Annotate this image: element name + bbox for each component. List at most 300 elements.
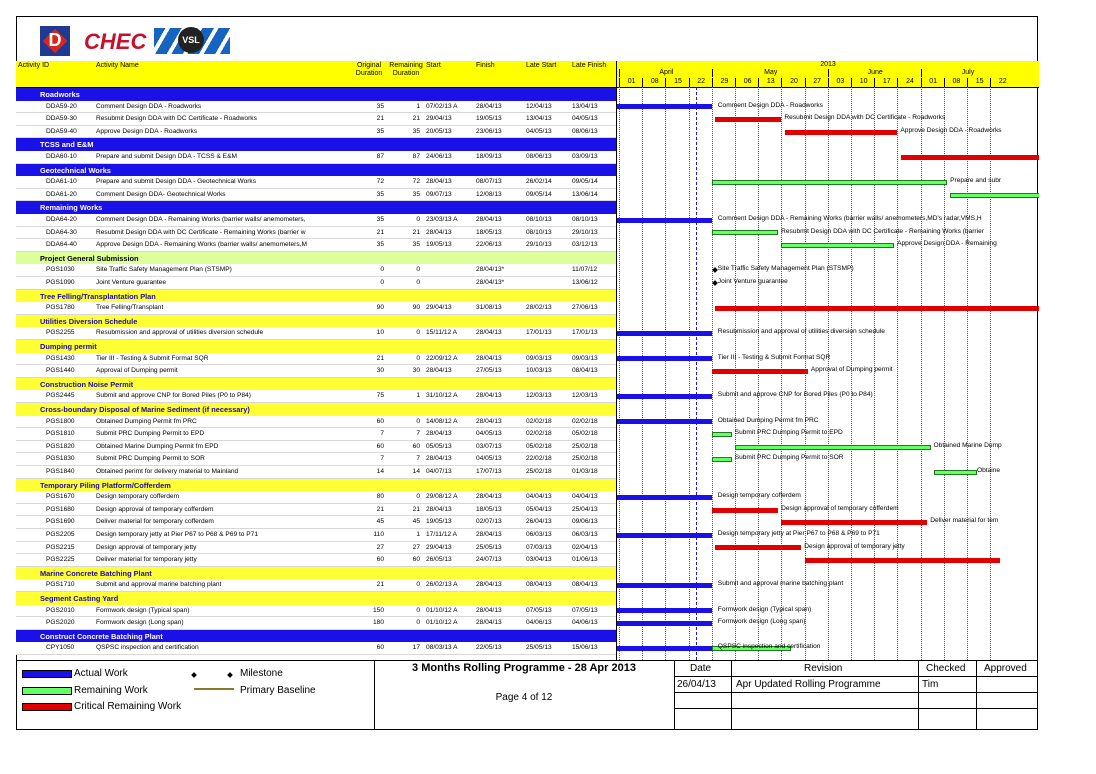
timescale-week: 06 — [735, 78, 759, 87]
cell-od: 27 — [376, 543, 384, 551]
wbs-band[interactable] — [16, 403, 616, 416]
actual-work-bar[interactable] — [617, 419, 712, 424]
gantt-bar-label: Resubmission and approval of utilities diversion schedule — [717, 328, 885, 336]
timescale-week: 29 — [712, 78, 736, 87]
col-finish[interactable]: Finish — [476, 62, 495, 69]
table-row[interactable] — [16, 176, 616, 189]
cell-id: PGS1690 — [46, 518, 75, 526]
wbs-band[interactable] — [16, 340, 616, 353]
critical-work-bar[interactable] — [781, 520, 927, 525]
table-row[interactable] — [16, 327, 616, 340]
table-row[interactable] — [16, 227, 616, 240]
cell-rd: 0 — [416, 354, 420, 362]
cell-ls: 02/02/18 — [526, 430, 552, 438]
cell-id: PGS1430 — [46, 354, 75, 362]
cell-ls: 28/02/13 — [526, 304, 552, 312]
cell-od: 14 — [376, 468, 384, 475]
cell-id: PGS1670 — [46, 493, 75, 501]
cell-start: 29/04/13 — [426, 543, 452, 551]
table-row[interactable] — [16, 579, 616, 592]
actual-work-bar[interactable] — [617, 621, 712, 626]
data-date-line — [696, 87, 697, 660]
cell-lf: 13/06/14 — [572, 190, 598, 198]
milestone-marker[interactable] — [712, 280, 718, 286]
actual-work-bar[interactable] — [617, 608, 712, 613]
cell-od: 21 — [376, 581, 384, 589]
table-row[interactable] — [16, 504, 616, 517]
actual-work-bar[interactable] — [617, 583, 712, 588]
timescale-week: 24 — [897, 78, 921, 87]
critical-work-bar[interactable] — [715, 306, 1039, 311]
cell-rd: 27 — [412, 543, 420, 551]
cell-id: PGS2215 — [46, 543, 75, 551]
table-row[interactable] — [16, 491, 616, 504]
cell-rd: 1 — [416, 531, 420, 538]
wbs-band[interactable] — [16, 88, 616, 101]
cell-finish: 28/04/13 — [476, 493, 502, 501]
actual-work-bar[interactable] — [617, 533, 712, 538]
cell-rd: 7 — [416, 430, 420, 438]
cell-id: PGS2255 — [46, 329, 75, 337]
cell-name: Resubmission and approval of utilities diversion schedule — [96, 329, 264, 337]
timescale-week: 08 — [642, 78, 666, 87]
legend-remaining-swatch — [22, 687, 72, 695]
cell-ls: 12/03/13 — [526, 392, 552, 400]
cell-finish: 19/05/13 — [476, 115, 502, 123]
remaining-work-bar[interactable] — [950, 193, 1039, 198]
gantt-bar-label: Tier III - Testing & Submit Format SQR — [717, 353, 831, 361]
cell-ls: 02/02/18 — [526, 417, 552, 425]
gantt-bar-label: Design approval of temporary cofferdem — [781, 504, 899, 512]
actual-work-bar[interactable] — [617, 356, 712, 361]
wbs-band[interactable] — [16, 290, 616, 303]
revision-col-divider — [918, 660, 919, 730]
critical-work-bar[interactable] — [805, 558, 1001, 563]
gantt-bar-label: Deliver material for tem — [930, 517, 999, 525]
actual-work-bar[interactable] — [617, 331, 712, 336]
gridline — [897, 87, 898, 660]
cell-id: DDA61-10 — [46, 178, 77, 186]
cell-finish: 18/09/13 — [476, 153, 502, 160]
cell-name: Approve Design DDA - Remaining Works (barrier walls/ anemometers,M — [96, 241, 307, 249]
revision-col-divider — [976, 660, 977, 730]
legend-actual-label: Actual Work — [74, 668, 128, 679]
table-row[interactable] — [16, 605, 616, 618]
cell-start: 29/04/13 — [426, 115, 452, 123]
cell-lf: 12/03/13 — [572, 392, 598, 400]
cell-name: Design approval of temporary jetty — [96, 543, 197, 551]
cell-lf: 08/10/13 — [572, 216, 598, 223]
gantt-bar-label: Obtaine — [977, 467, 1001, 474]
cell-id: DDA64-40 — [46, 241, 77, 249]
cell-rd: 0 — [416, 329, 420, 337]
table-row[interactable] — [16, 428, 616, 441]
timescale-month: May — [712, 69, 829, 77]
cell-start: 26/02/13 A — [426, 581, 458, 589]
critical-work-bar[interactable] — [712, 369, 808, 374]
gridline — [851, 87, 852, 660]
gantt-bar-label: Resubmit Design DDA with DC Certificate - Roadworks — [784, 114, 946, 122]
cell-name: Deliver material for temporary jetty — [96, 556, 197, 564]
cell-name: Formwork design (Long span) — [96, 619, 184, 627]
cell-ls: 09/05/14 — [526, 190, 552, 198]
cell-finish: 04/05/13 — [476, 430, 502, 438]
cell-start: 01/10/12 A — [426, 619, 458, 627]
critical-work-bar[interactable] — [715, 117, 781, 122]
cell-start: 20/05/13 — [426, 127, 452, 135]
gantt-bar-label: Submit and approve CNP for Bored Piles (P0 to P84) — [717, 391, 873, 399]
wbs-title: Geotechnical Works — [40, 165, 111, 175]
legend-milestone-label: Milestone — [240, 668, 283, 679]
revision-col-checked: Checked — [926, 663, 966, 674]
cell-start: 23/03/13 A — [426, 216, 458, 223]
table-row[interactable] — [16, 239, 616, 252]
table-row[interactable] — [16, 264, 616, 277]
cell-start: 28/04/13 — [426, 505, 452, 513]
cell-id: PGS1800 — [46, 417, 75, 425]
cell-start: 15/11/12 A — [426, 329, 458, 337]
cell-od: 35 — [376, 102, 384, 110]
cell-finish: 28/04/13 — [476, 216, 502, 223]
col-late-start[interactable]: Late Start — [526, 62, 557, 69]
cell-ls: 13/04/13 — [526, 115, 552, 123]
actual-work-bar[interactable] — [617, 495, 712, 500]
cell-id: PGS1810 — [46, 430, 75, 438]
cell-rd: 90 — [412, 304, 420, 312]
actual-work-bar[interactable] — [617, 394, 712, 399]
gantt-bar-label: Site Traffic Safety Management Plan (STSMP) — [717, 265, 854, 273]
cell-rd: 72 — [412, 178, 420, 186]
wbs-band[interactable] — [16, 201, 616, 214]
remaining-work-bar[interactable] — [712, 230, 778, 235]
cell-lf: 02/04/13 — [572, 543, 598, 551]
cell-od: 80 — [376, 493, 384, 501]
gantt-bar-label: QSPSC inspection and certification — [717, 643, 821, 651]
wbs-band[interactable] — [16, 592, 616, 605]
cell-od: 7 — [380, 430, 384, 438]
timescale-week: 15 — [967, 78, 991, 87]
cell-rd: 0 — [416, 581, 420, 589]
cell-finish: 18/05/13 — [476, 505, 502, 513]
cell-rd: 21 — [412, 505, 420, 513]
cell-ls: 04/05/13 — [526, 127, 552, 135]
cell-od: 60 — [376, 644, 384, 652]
table-row[interactable] — [16, 113, 616, 126]
critical-work-bar[interactable] — [715, 545, 801, 550]
cell-ls: 29/10/13 — [526, 241, 552, 249]
table-row[interactable] — [16, 302, 616, 315]
wbs-title: Remaining Works — [40, 203, 103, 213]
cell-id: PGS1030 — [46, 266, 75, 274]
legend-critical-swatch — [22, 703, 72, 711]
cell-start: 28/04/13 — [426, 228, 452, 236]
cell-lf: 25/04/13 — [572, 505, 598, 513]
table-row[interactable] — [16, 390, 616, 403]
legend-critical-label: Critical Remaining Work — [74, 701, 182, 712]
cell-id: DDA59-30 — [46, 115, 77, 123]
table-row[interactable] — [16, 554, 616, 567]
cell-finish: 27/05/13 — [476, 367, 502, 375]
actual-work-bar[interactable] — [617, 104, 712, 109]
table-row[interactable] — [16, 516, 616, 529]
cell-start: 19/05/13 — [426, 241, 452, 249]
table-row[interactable] — [16, 353, 616, 366]
cell-finish: 28/04/13 — [476, 329, 502, 337]
cell-start: 17/11/12 A — [426, 531, 458, 538]
table-row[interactable] — [16, 151, 616, 164]
cell-id: CPY1050 — [46, 644, 75, 652]
cell-od: 180 — [372, 619, 384, 627]
wbs-band[interactable] — [16, 138, 616, 151]
cell-rd: 60 — [412, 442, 420, 450]
cell-od: 35 — [376, 190, 384, 198]
cell-od: 35 — [376, 241, 384, 249]
cell-od: 60 — [376, 442, 384, 450]
cell-rd: 87 — [412, 153, 420, 160]
cell-od: 30 — [376, 367, 384, 375]
wbs-band[interactable] — [16, 315, 616, 328]
gantt-bar-label: Prepare and subr — [950, 177, 1002, 185]
cell-finish: 28/04/13 — [476, 417, 502, 425]
cell-start: 05/05/13 — [426, 442, 452, 450]
cell-ls: 08/10/13 — [526, 216, 552, 223]
revision-row-line — [674, 708, 1038, 709]
cell-name: Prepare and submit Design DDA - Geotechnical Works — [96, 178, 257, 186]
milestone-marker[interactable] — [712, 267, 718, 273]
cell-id: PGS1090 — [46, 279, 75, 286]
cell-id: PGS1440 — [46, 367, 75, 375]
col-activity-id[interactable]: Activity ID — [18, 62, 50, 69]
cell-finish: 28/04/13 — [476, 102, 502, 110]
gantt-bar-label: Design temporary cofferdem — [717, 492, 801, 500]
cell-ls: 05/02/18 — [526, 442, 552, 450]
timescale-month: June — [828, 69, 922, 77]
cell-od: 90 — [376, 304, 384, 312]
cell-name: Prepare and submit Design DDA - TCSS & E&M — [96, 153, 237, 160]
cell-finish: 22/05/13 — [476, 644, 502, 652]
cell-od: 21 — [376, 228, 384, 236]
cell-finish: 24/07/13 — [476, 556, 502, 564]
timescale-week: 01 — [921, 78, 945, 87]
report-title: 3 Months Rolling Programme - 28 Apr 2013 — [412, 662, 636, 674]
actual-work-bar[interactable] — [617, 218, 712, 223]
wbs-band[interactable] — [16, 479, 616, 492]
cell-ls: 05/04/13 — [526, 505, 552, 513]
cell-id: PGS2010 — [46, 606, 75, 614]
timescale-week: 03 — [828, 78, 852, 87]
table-row[interactable] — [16, 416, 616, 429]
gridline — [689, 87, 690, 660]
cell-rd: 45 — [412, 518, 420, 526]
cell-lf: 17/01/13 — [572, 329, 598, 337]
cell-lf: 13/04/13 — [572, 102, 598, 110]
cell-id: PGS1830 — [46, 455, 75, 463]
table-row[interactable] — [16, 617, 616, 630]
cell-name: Approval of Dumping permit — [96, 367, 178, 375]
cell-start: 04/07/13 — [426, 468, 452, 475]
cell-id: DDA64-30 — [46, 228, 77, 236]
col-activity-name[interactable]: Activity Name — [96, 62, 139, 69]
table-row[interactable] — [16, 365, 616, 378]
timescale-month: April — [619, 69, 713, 77]
cell-name: Submit PRC Dumping Permit to EPD — [96, 430, 205, 438]
critical-work-bar[interactable] — [712, 508, 778, 513]
timescale-week: 13 — [758, 78, 782, 87]
table-row[interactable] — [16, 529, 616, 542]
table-row[interactable] — [16, 126, 616, 139]
col-original-duration[interactable]: Original Duration — [355, 62, 383, 77]
gantt-chart — [616, 61, 1039, 660]
critical-work-bar[interactable] — [901, 155, 1039, 160]
cell-name: Obtained Dumping Permit fm PRC — [96, 417, 197, 425]
cell-lf: 25/02/18 — [572, 455, 598, 463]
wbs-title: Utilities Diversion Schedule — [40, 316, 138, 326]
cell-id: DDA64-20 — [46, 216, 77, 223]
cell-lf: 13/06/12 — [572, 279, 598, 286]
cell-id: PGS2225 — [46, 556, 75, 564]
actual-work-bar[interactable] — [617, 646, 712, 651]
wbs-title: Segment Casting Yard — [40, 594, 119, 603]
cell-start: 24/06/13 — [426, 153, 452, 160]
cell-od: 21 — [376, 505, 384, 513]
gridline — [990, 87, 991, 660]
cell-lf: 25/02/18 — [572, 442, 598, 450]
gantt-bar-label: Approve Design DDA - Roadworks — [900, 126, 1002, 134]
cell-od: 60 — [376, 417, 384, 425]
cell-od: 75 — [376, 392, 384, 400]
cell-start: 14/08/12 A — [426, 417, 458, 425]
cell-lf: 09/03/13 — [572, 354, 598, 362]
cell-name: Resubmit Design DDA with DC Certificate - Remaining Works (barrier w — [96, 228, 306, 236]
cell-lf: 04/06/13 — [572, 619, 598, 627]
critical-work-bar[interactable] — [785, 130, 898, 135]
cell-ls: 26/04/13 — [526, 518, 552, 526]
cell-id: PGS2205 — [46, 531, 75, 538]
cell-finish: 28/04/13* — [476, 279, 505, 286]
cell-name: Tier III - Testing & Submit Format SQR — [96, 354, 209, 362]
cell-finish: 25/05/13 — [476, 543, 502, 551]
wbs-title: Project General Submission — [40, 253, 139, 263]
wbs-band[interactable] — [16, 164, 616, 177]
cell-rd: 0 — [416, 417, 420, 425]
remaining-work-bar[interactable] — [735, 445, 931, 450]
revision-row-line — [674, 676, 1038, 677]
cell-id: PGS2020 — [46, 619, 75, 627]
cell-rd: 60 — [412, 556, 420, 564]
table-row[interactable] — [16, 101, 616, 114]
gridline — [642, 87, 643, 660]
table-row[interactable] — [16, 642, 616, 655]
wbs-band[interactable] — [16, 378, 616, 391]
cell-name: Design temporary jetty at Pier P67 to P68 & P69 to P71 — [96, 531, 259, 538]
gantt-bar-label: Obtained Marine Dump — [933, 441, 1002, 449]
cell-start: 01/10/12 A — [426, 606, 458, 614]
wbs-title: Construction Noise Permit — [40, 379, 134, 389]
cell-id: PGS2445 — [46, 392, 75, 400]
cell-finish: 08/07/13 — [476, 178, 502, 186]
remaining-work-bar[interactable] — [781, 243, 894, 248]
wbs-band[interactable] — [16, 252, 616, 265]
gantt-bar-label: Joint Venture guarantee — [717, 278, 788, 285]
gridline — [619, 87, 620, 660]
remaining-work-bar[interactable] — [712, 457, 732, 462]
table-row[interactable] — [16, 189, 616, 202]
cell-start: 29/08/12 A — [426, 493, 458, 501]
table-row[interactable] — [16, 214, 616, 227]
cell-lf: 04/04/13 — [572, 493, 598, 501]
timescale-week: 22 — [689, 78, 713, 87]
remaining-work-bar[interactable] — [934, 470, 977, 475]
cell-start: 28/04/13 — [426, 367, 452, 375]
vsl-logo: VSL — [154, 25, 230, 57]
revision-date: 26/04/13 — [677, 679, 716, 690]
chec-logo: CHEC — [84, 29, 147, 54]
cell-rd: 0 — [416, 619, 420, 627]
cell-od: 35 — [376, 127, 384, 135]
wbs-band[interactable] — [16, 630, 616, 643]
legend-baseline-label: Primary Baseline — [240, 685, 316, 696]
cell-rd: 0 — [416, 493, 420, 501]
table-row[interactable] — [16, 542, 616, 555]
cell-rd: 35 — [412, 127, 420, 135]
cell-id: DDA60-10 — [46, 153, 77, 160]
cell-name: Formwork design (Typical span) — [96, 606, 190, 614]
cell-ls: 07/03/13 — [526, 543, 552, 551]
remaining-work-bar[interactable] — [712, 180, 947, 185]
cell-od: 72 — [376, 178, 384, 186]
cell-lf: 15/06/13 — [572, 644, 598, 652]
gantt-bar-label: Submit and approval marine batching plant — [717, 580, 844, 588]
wbs-band[interactable] — [16, 567, 616, 580]
revision-table-border — [674, 660, 675, 730]
table-row[interactable] — [16, 453, 616, 466]
col-remaining-duration[interactable]: Remaining Duration — [389, 62, 423, 77]
table-row[interactable] — [16, 466, 616, 479]
col-start[interactable]: Start — [426, 62, 441, 69]
timescale-week: 01 — [619, 78, 643, 87]
remaining-work-bar[interactable] — [712, 432, 732, 437]
cell-finish: 22/06/13 — [476, 241, 502, 249]
cell-lf: 08/04/13 — [572, 367, 598, 375]
wbs-title: Cross-boundary Disposal of Marine Sediment (if necessary) — [40, 405, 250, 414]
table-row[interactable] — [16, 277, 616, 290]
cell-ls: 17/01/13 — [526, 329, 552, 337]
timescale-week: 22 — [990, 78, 1014, 87]
table-row[interactable] — [16, 441, 616, 454]
cell-lf: 01/06/13 — [572, 556, 598, 564]
cell-lf: 09/06/13 — [572, 518, 598, 526]
logo-strip — [40, 24, 230, 58]
cell-od: 21 — [376, 115, 384, 123]
cell-id: PGS1840 — [46, 468, 75, 475]
col-late-finish[interactable]: Late Finish — [572, 62, 607, 69]
cell-start: 28/04/13 — [426, 455, 452, 463]
timescale-month: July — [921, 69, 1015, 77]
cell-ls: 09/03/13 — [526, 354, 552, 362]
cell-name: Submit and approval marine batching plant — [96, 581, 222, 589]
cell-lf: 08/06/13 — [572, 127, 598, 135]
cell-lf: 11/07/12 — [572, 266, 598, 274]
cell-name: Obtained Marine Dumping Permit fm EPD — [96, 442, 219, 450]
cell-rd: 1 — [416, 392, 420, 400]
cell-finish: 02/07/13 — [476, 518, 502, 526]
legend-actual-swatch — [22, 670, 72, 678]
cell-rd: 0 — [416, 279, 420, 286]
cell-ls: 08/06/13 — [526, 153, 552, 160]
cell-start: 09/07/13 — [426, 190, 452, 198]
cell-id: PGS1710 — [46, 581, 75, 589]
revision-col-revision: Revision — [804, 663, 843, 674]
